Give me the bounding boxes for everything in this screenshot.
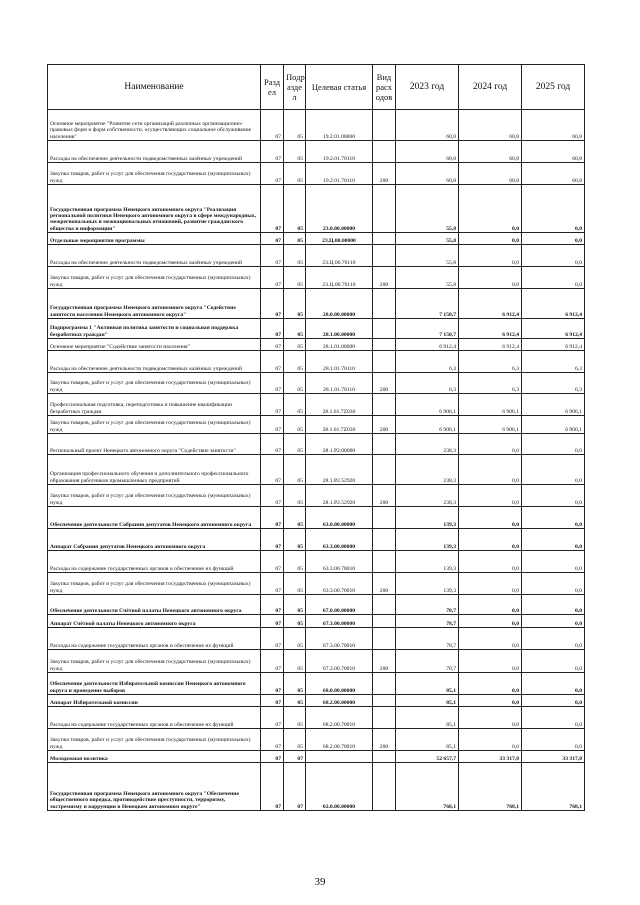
cell-razd: 07 (261, 163, 284, 185)
cell-razd: 07 (261, 763, 284, 811)
cell-2023: 60,8 (396, 141, 459, 163)
cell-2024: 0,0 (459, 628, 522, 650)
header-name: Наименование (48, 65, 261, 110)
cell-podrazd: 05 (284, 615, 306, 628)
cell-name: Профессиональная подготовка, переподготовка и повышение квалификации безработных граждан (48, 394, 261, 416)
cell-vid: 200 (373, 416, 396, 434)
cell-2025: 6,3 (522, 373, 585, 394)
cell-name: Расходы на содержание государственных органов и обеспечение их функций (48, 707, 261, 729)
table-row (48, 185, 585, 233)
cell-podrazd: 05 (284, 351, 306, 373)
cell-vid (373, 233, 396, 245)
table-row (48, 351, 585, 373)
cell-2024: 0,0 (459, 729, 522, 751)
cell-podrazd: 05 (284, 434, 306, 455)
cell-razd: 07 (261, 245, 284, 267)
cell-razd: 07 (261, 373, 284, 394)
cell-2024: 6,3 (459, 373, 522, 394)
cell-2024: 60,8 (459, 110, 522, 141)
cell-vid (373, 751, 396, 763)
cell-2024: 0,0 (459, 267, 522, 289)
header-2024: 2024 год (459, 65, 522, 110)
cell-article: 23.Ц.00.00000 (306, 233, 373, 245)
cell-razd: 07 (261, 485, 284, 507)
cell-name: Организация профессионального обучения и дополнительного профессионального образования работников промышленных предприятий (48, 455, 261, 485)
cell-name: Молодежная политика (48, 751, 261, 763)
cell-2024: 60,8 (459, 141, 522, 163)
table-header (48, 65, 585, 110)
cell-article: 67.3.00.00000 (306, 615, 373, 628)
cell-article: 28.1.P2.52920 (306, 455, 373, 485)
cell-razd: 07 (261, 110, 284, 141)
cell-2023: 55,8 (396, 233, 459, 245)
table-row (48, 573, 585, 595)
cell-podrazd: 05 (284, 628, 306, 650)
table-row (48, 729, 585, 751)
cell-2024: 6 912,4 (459, 289, 522, 319)
cell-razd: 07 (261, 416, 284, 434)
cell-2025: 0,0 (522, 455, 585, 485)
cell-podrazd: 05 (284, 455, 306, 485)
cell-article: 28.1.01.70110 (306, 351, 373, 373)
cell-podrazd: 05 (284, 185, 306, 233)
cell-2023: 55,8 (396, 245, 459, 267)
cell-2025: 0,0 (522, 595, 585, 615)
cell-2023: 78,7 (396, 628, 459, 650)
cell-vid (373, 529, 396, 551)
cell-name: Расходы на обеспечение деятельности подведомственных казённых учреждений (48, 351, 261, 373)
cell-razd: 07 (261, 529, 284, 551)
budget-table (47, 64, 585, 811)
table-row (48, 267, 585, 289)
table-row (48, 319, 585, 339)
cell-name: Расходы на содержание государственных органов и обеспечение их функций (48, 628, 261, 650)
cell-2024: 6 912,4 (459, 339, 522, 351)
cell-2025: 0,0 (522, 267, 585, 289)
cell-vid (373, 319, 396, 339)
cell-razd: 07 (261, 434, 284, 455)
cell-2024: 0,0 (459, 529, 522, 551)
table-row (48, 394, 585, 416)
cell-name: Обеспечение деятельности Счётной палаты Ненецкого автономного округа (48, 595, 261, 615)
cell-razd: 07 (261, 628, 284, 650)
cell-vid (373, 351, 396, 373)
cell-razd: 07 (261, 141, 284, 163)
cell-podrazd: 05 (284, 507, 306, 529)
cell-razd: 07 (261, 233, 284, 245)
cell-name: Обеспечение деятельности Избирательной комиссии Ненецкого автономного округа и проведение выборов (48, 673, 261, 695)
cell-2025: 0,0 (522, 551, 585, 573)
cell-podrazd: 05 (284, 729, 306, 751)
cell-2024: 6,3 (459, 351, 522, 373)
cell-razd: 07 (261, 351, 284, 373)
cell-vid (373, 339, 396, 351)
cell-2023: 238,3 (396, 455, 459, 485)
cell-article: 63.3.00.70010 (306, 573, 373, 595)
cell-2024: 0,0 (459, 185, 522, 233)
cell-podrazd: 07 (284, 751, 306, 763)
cell-article: 28.1.01.70110 (306, 373, 373, 394)
cell-podrazd: 05 (284, 245, 306, 267)
page-number: 39 (314, 876, 326, 888)
cell-2025: 6 912,4 (522, 319, 585, 339)
cell-podrazd: 05 (284, 707, 306, 729)
table-row (48, 163, 585, 185)
cell-vid: 200 (373, 650, 396, 673)
cell-2023: 78,7 (396, 615, 459, 628)
cell-podrazd: 05 (284, 394, 306, 416)
header-razd: Разд ел (261, 65, 284, 110)
cell-name: Основное мероприятие "Развитие сети организаций различных организационно-правовых форм и форм собственности, осуществляющих социальное обслуживание населения" (48, 110, 261, 141)
cell-2023: 60,8 (396, 110, 459, 141)
cell-2023: 78,7 (396, 650, 459, 673)
cell-podrazd: 05 (284, 163, 306, 185)
cell-podrazd: 05 (284, 529, 306, 551)
table-row (48, 339, 585, 351)
cell-2023: 139,3 (396, 529, 459, 551)
cell-2023: 7 150,7 (396, 289, 459, 319)
cell-2024: 0,0 (459, 455, 522, 485)
cell-name: Отдельные мероприятия программы (48, 233, 261, 245)
cell-name: Расходы на содержание государственных органов и обеспечение их функций (48, 551, 261, 573)
cell-2023: 85,1 (396, 695, 459, 707)
cell-razd: 07 (261, 339, 284, 351)
cell-vid (373, 289, 396, 319)
cell-vid (373, 110, 396, 141)
cell-podrazd: 07 (284, 763, 306, 811)
cell-vid: 200 (373, 373, 396, 394)
cell-2024: 33 317,8 (459, 751, 522, 763)
cell-vid (373, 394, 396, 416)
cell-2025: 60,8 (522, 141, 585, 163)
cell-name: Закупка товаров, работ и услуг для обеспечения государственных (муниципальных) нужд (48, 729, 261, 751)
cell-razd: 07 (261, 751, 284, 763)
cell-podrazd: 05 (284, 141, 306, 163)
table-row (48, 707, 585, 729)
cell-2025: 0,0 (522, 529, 585, 551)
cell-article: 28.1.P2.52920 (306, 485, 373, 507)
header-2025: 2025 год (522, 65, 585, 110)
cell-podrazd: 05 (284, 573, 306, 595)
cell-razd: 07 (261, 185, 284, 233)
cell-podrazd: 05 (284, 673, 306, 695)
cell-2024: 768,1 (459, 763, 522, 811)
cell-podrazd: 05 (284, 373, 306, 394)
cell-vid (373, 455, 396, 485)
cell-article: 19.2.01.70110 (306, 163, 373, 185)
cell-2024: 0,0 (459, 551, 522, 573)
cell-2023: 55,8 (396, 185, 459, 233)
cell-article: 28.1.01.00000 (306, 339, 373, 351)
cell-name: Закупка товаров, работ и услуг для обеспечения государственных (муниципальных) нужд (48, 650, 261, 673)
cell-name: Закупка товаров, работ и услуг для обеспечения государственных (муниципальных) нужд (48, 485, 261, 507)
table-row (48, 529, 585, 551)
cell-2024: 0,0 (459, 485, 522, 507)
table-row (48, 551, 585, 573)
cell-2025: 0,0 (522, 434, 585, 455)
cell-podrazd: 05 (284, 233, 306, 245)
cell-2024: 0,0 (459, 434, 522, 455)
cell-razd: 07 (261, 729, 284, 751)
cell-2023: 139,3 (396, 573, 459, 595)
cell-2025: 0,0 (522, 185, 585, 233)
cell-name: Обеспечение деятельности Собрания депутатов Ненецкого автономного округа (48, 507, 261, 529)
cell-razd: 07 (261, 267, 284, 289)
cell-2025: 60,8 (522, 110, 585, 141)
cell-article: 28.1.00.00000 (306, 319, 373, 339)
cell-2024: 0,0 (459, 707, 522, 729)
table-row (48, 485, 585, 507)
cell-name: Расходы на обеспечение деятельности подведомственных казённых учреждений (48, 245, 261, 267)
table-row (48, 141, 585, 163)
cell-vid (373, 707, 396, 729)
cell-name: Закупка товаров, работ и услуг для обеспечения государственных (муниципальных) нужд (48, 163, 261, 185)
cell-vid (373, 763, 396, 811)
cell-article: 63.3.00.70010 (306, 551, 373, 573)
cell-article: 67.3.00.70010 (306, 650, 373, 673)
cell-razd: 07 (261, 707, 284, 729)
cell-2025: 0,0 (522, 507, 585, 529)
cell-article: 28.0.00.00000 (306, 289, 373, 319)
cell-2023: 55,8 (396, 267, 459, 289)
cell-vid: 200 (373, 267, 396, 289)
cell-razd: 07 (261, 289, 284, 319)
table-row (48, 110, 585, 141)
cell-2023: 768,1 (396, 763, 459, 811)
header-article: Целевая статья (306, 65, 373, 110)
table-row (48, 245, 585, 267)
header-vid: Вид расх одов (373, 65, 396, 110)
cell-razd: 07 (261, 673, 284, 695)
cell-2023: 6,3 (396, 373, 459, 394)
cell-2023: 52 657,7 (396, 751, 459, 763)
cell-2023: 85,1 (396, 707, 459, 729)
cell-2024: 0,0 (459, 695, 522, 707)
cell-article: 23.0.00.00000 (306, 185, 373, 233)
cell-article: 68.2.00.00000 (306, 695, 373, 707)
cell-vid: 200 (373, 573, 396, 595)
cell-article: 67.0.00.00000 (306, 595, 373, 615)
cell-podrazd: 05 (284, 595, 306, 615)
header-2023: 2023 год (396, 65, 459, 110)
table-body (48, 110, 585, 811)
cell-razd: 07 (261, 573, 284, 595)
cell-article: 28.1.01.7Z030 (306, 416, 373, 434)
cell-article: 28.1.01.7Z030 (306, 394, 373, 416)
cell-2024: 0,0 (459, 573, 522, 595)
cell-article (306, 751, 373, 763)
cell-2025: 6 906,1 (522, 416, 585, 434)
cell-vid (373, 551, 396, 573)
table-row (48, 289, 585, 319)
cell-2023: 6,3 (396, 351, 459, 373)
cell-article: 63.0.00.00000 (306, 507, 373, 529)
cell-name: Аппарат Собрания депутатов Ненецкого автономного округа (48, 529, 261, 551)
cell-2025: 33 317,8 (522, 751, 585, 763)
cell-vid: 200 (373, 163, 396, 185)
cell-name: Закупка товаров, работ и услуг для обеспечения государственных (муниципальных) нужд (48, 573, 261, 595)
cell-name: Расходы на обеспечение деятельности подведомственных казённых учреждений (48, 141, 261, 163)
cell-name: Государственная программа Ненецкого автономного округа "Реализация региональной политики Ненецкого автономного округа в сфере международных, межрегиональных и межнациональных отношений, развитие гражданского общества и информации" (48, 185, 261, 233)
cell-vid (373, 695, 396, 707)
cell-razd: 07 (261, 455, 284, 485)
cell-2024: 0,0 (459, 595, 522, 615)
cell-podrazd: 05 (284, 267, 306, 289)
cell-2024: 0,0 (459, 233, 522, 245)
cell-name: Закупка товаров, работ и услуг для обеспечения государственных (муниципальных) нужд (48, 373, 261, 394)
cell-2023: 6 906,1 (396, 394, 459, 416)
cell-2024: 60,8 (459, 163, 522, 185)
cell-vid (373, 595, 396, 615)
cell-2023: 7 150,7 (396, 319, 459, 339)
cell-article: 63.3.00.00000 (306, 529, 373, 551)
cell-podrazd: 05 (284, 110, 306, 141)
cell-2025: 768,1 (522, 763, 585, 811)
cell-article: 23.Ц.00.70110 (306, 245, 373, 267)
cell-2024: 0,0 (459, 507, 522, 529)
cell-2025: 6 906,1 (522, 394, 585, 416)
cell-article: 23.Ц.00.70110 (306, 267, 373, 289)
cell-article: 68.2.00.70010 (306, 729, 373, 751)
cell-name: Аппарат Избирательной комиссии (48, 695, 261, 707)
cell-name: Закупка товаров, работ и услуг для обеспечения государственных (муниципальных) нужд (48, 416, 261, 434)
cell-vid (373, 141, 396, 163)
cell-article: 19.2.01.00000 (306, 110, 373, 141)
cell-podrazd: 05 (284, 551, 306, 573)
cell-2025: 0,0 (522, 729, 585, 751)
cell-2024: 0,0 (459, 673, 522, 695)
cell-2025: 0,0 (522, 573, 585, 595)
table-row (48, 751, 585, 763)
cell-vid (373, 434, 396, 455)
cell-2025: 6,3 (522, 351, 585, 373)
cell-razd: 07 (261, 695, 284, 707)
table-row (48, 695, 585, 707)
cell-name: Аппарат Счётной палаты Ненецкого автономного округа (48, 615, 261, 628)
cell-vid (373, 628, 396, 650)
cell-vid (373, 185, 396, 233)
cell-podrazd: 05 (284, 289, 306, 319)
cell-2025: 0,0 (522, 245, 585, 267)
cell-2024: 6 906,1 (459, 416, 522, 434)
cell-podrazd: 05 (284, 339, 306, 351)
cell-razd: 07 (261, 394, 284, 416)
cell-2024: 6 912,4 (459, 319, 522, 339)
cell-vid: 200 (373, 729, 396, 751)
cell-article: 28.1.P2.00000 (306, 434, 373, 455)
cell-podrazd: 05 (284, 416, 306, 434)
cell-razd: 07 (261, 650, 284, 673)
cell-2024: 0,0 (459, 245, 522, 267)
cell-name: Закупка товаров, работ и услуг для обеспечения государственных (муниципальных) нужд (48, 267, 261, 289)
cell-podrazd: 05 (284, 695, 306, 707)
cell-2023: 85,1 (396, 729, 459, 751)
table-row (48, 233, 585, 245)
cell-2025: 6 912,4 (522, 289, 585, 319)
cell-2025: 0,0 (522, 615, 585, 628)
cell-vid (373, 615, 396, 628)
cell-article: 68.0.00.00000 (306, 673, 373, 695)
cell-vid (373, 245, 396, 267)
cell-podrazd: 05 (284, 650, 306, 673)
cell-article: 19.2.01.70110 (306, 141, 373, 163)
cell-vid: 200 (373, 485, 396, 507)
cell-razd: 07 (261, 595, 284, 615)
cell-2024: 0,0 (459, 650, 522, 673)
table-row (48, 507, 585, 529)
cell-razd: 07 (261, 551, 284, 573)
cell-2023: 78,7 (396, 595, 459, 615)
table-row (48, 763, 585, 811)
cell-2025: 60,8 (522, 163, 585, 185)
cell-name: Основное мероприятие "Содействие занятости населения" (48, 339, 261, 351)
cell-podrazd: 05 (284, 485, 306, 507)
cell-2025: 0,0 (522, 233, 585, 245)
cell-razd: 07 (261, 319, 284, 339)
cell-2023: 139,3 (396, 507, 459, 529)
cell-podrazd: 05 (284, 319, 306, 339)
table-row (48, 434, 585, 455)
header-podrazd: Подр азде л (284, 65, 306, 110)
cell-name: Государственная программа Ненецкого автономного округа "Обеспечение общественного порядка, противодействие преступности, терроризму, экстремизму и коррупции в Ненецком автономном округе" (48, 763, 261, 811)
cell-2023: 6 906,1 (396, 416, 459, 434)
table-row (48, 615, 585, 628)
table-row (48, 595, 585, 615)
cell-2025: 0,0 (522, 628, 585, 650)
table-row (48, 673, 585, 695)
cell-article: 02.0.00.00000 (306, 763, 373, 811)
cell-2023: 238,3 (396, 434, 459, 455)
cell-vid (373, 507, 396, 529)
table-row (48, 455, 585, 485)
cell-2025: 6 912,4 (522, 339, 585, 351)
cell-2023: 6 912,4 (396, 339, 459, 351)
cell-2023: 139,3 (396, 551, 459, 573)
cell-2025: 0,0 (522, 485, 585, 507)
cell-2025: 0,0 (522, 673, 585, 695)
cell-2025: 0,0 (522, 695, 585, 707)
cell-2023: 60,8 (396, 163, 459, 185)
table-row (48, 373, 585, 394)
table-row (48, 416, 585, 434)
cell-article: 67.3.00.70010 (306, 628, 373, 650)
cell-article: 68.2.00.70010 (306, 707, 373, 729)
cell-name: Региональный проект Ненецкого автономного округа "Содействие занятости" (48, 434, 261, 455)
cell-vid (373, 673, 396, 695)
cell-name: Государственная программа Ненецкого автономного округа "Содействие занятости населения Ненецкого автономного округа" (48, 289, 261, 319)
table-row (48, 650, 585, 673)
cell-2024: 6 906,1 (459, 394, 522, 416)
cell-2025: 0,0 (522, 650, 585, 673)
cell-name: Подпрограмма 1 "Активная политика занятости и социальная поддержка безработных граждан" (48, 319, 261, 339)
cell-razd: 07 (261, 615, 284, 628)
cell-2023: 238,3 (396, 485, 459, 507)
table-row (48, 628, 585, 650)
cell-2025: 0,0 (522, 707, 585, 729)
cell-2024: 0,0 (459, 615, 522, 628)
cell-2023: 85,1 (396, 673, 459, 695)
cell-razd: 07 (261, 507, 284, 529)
